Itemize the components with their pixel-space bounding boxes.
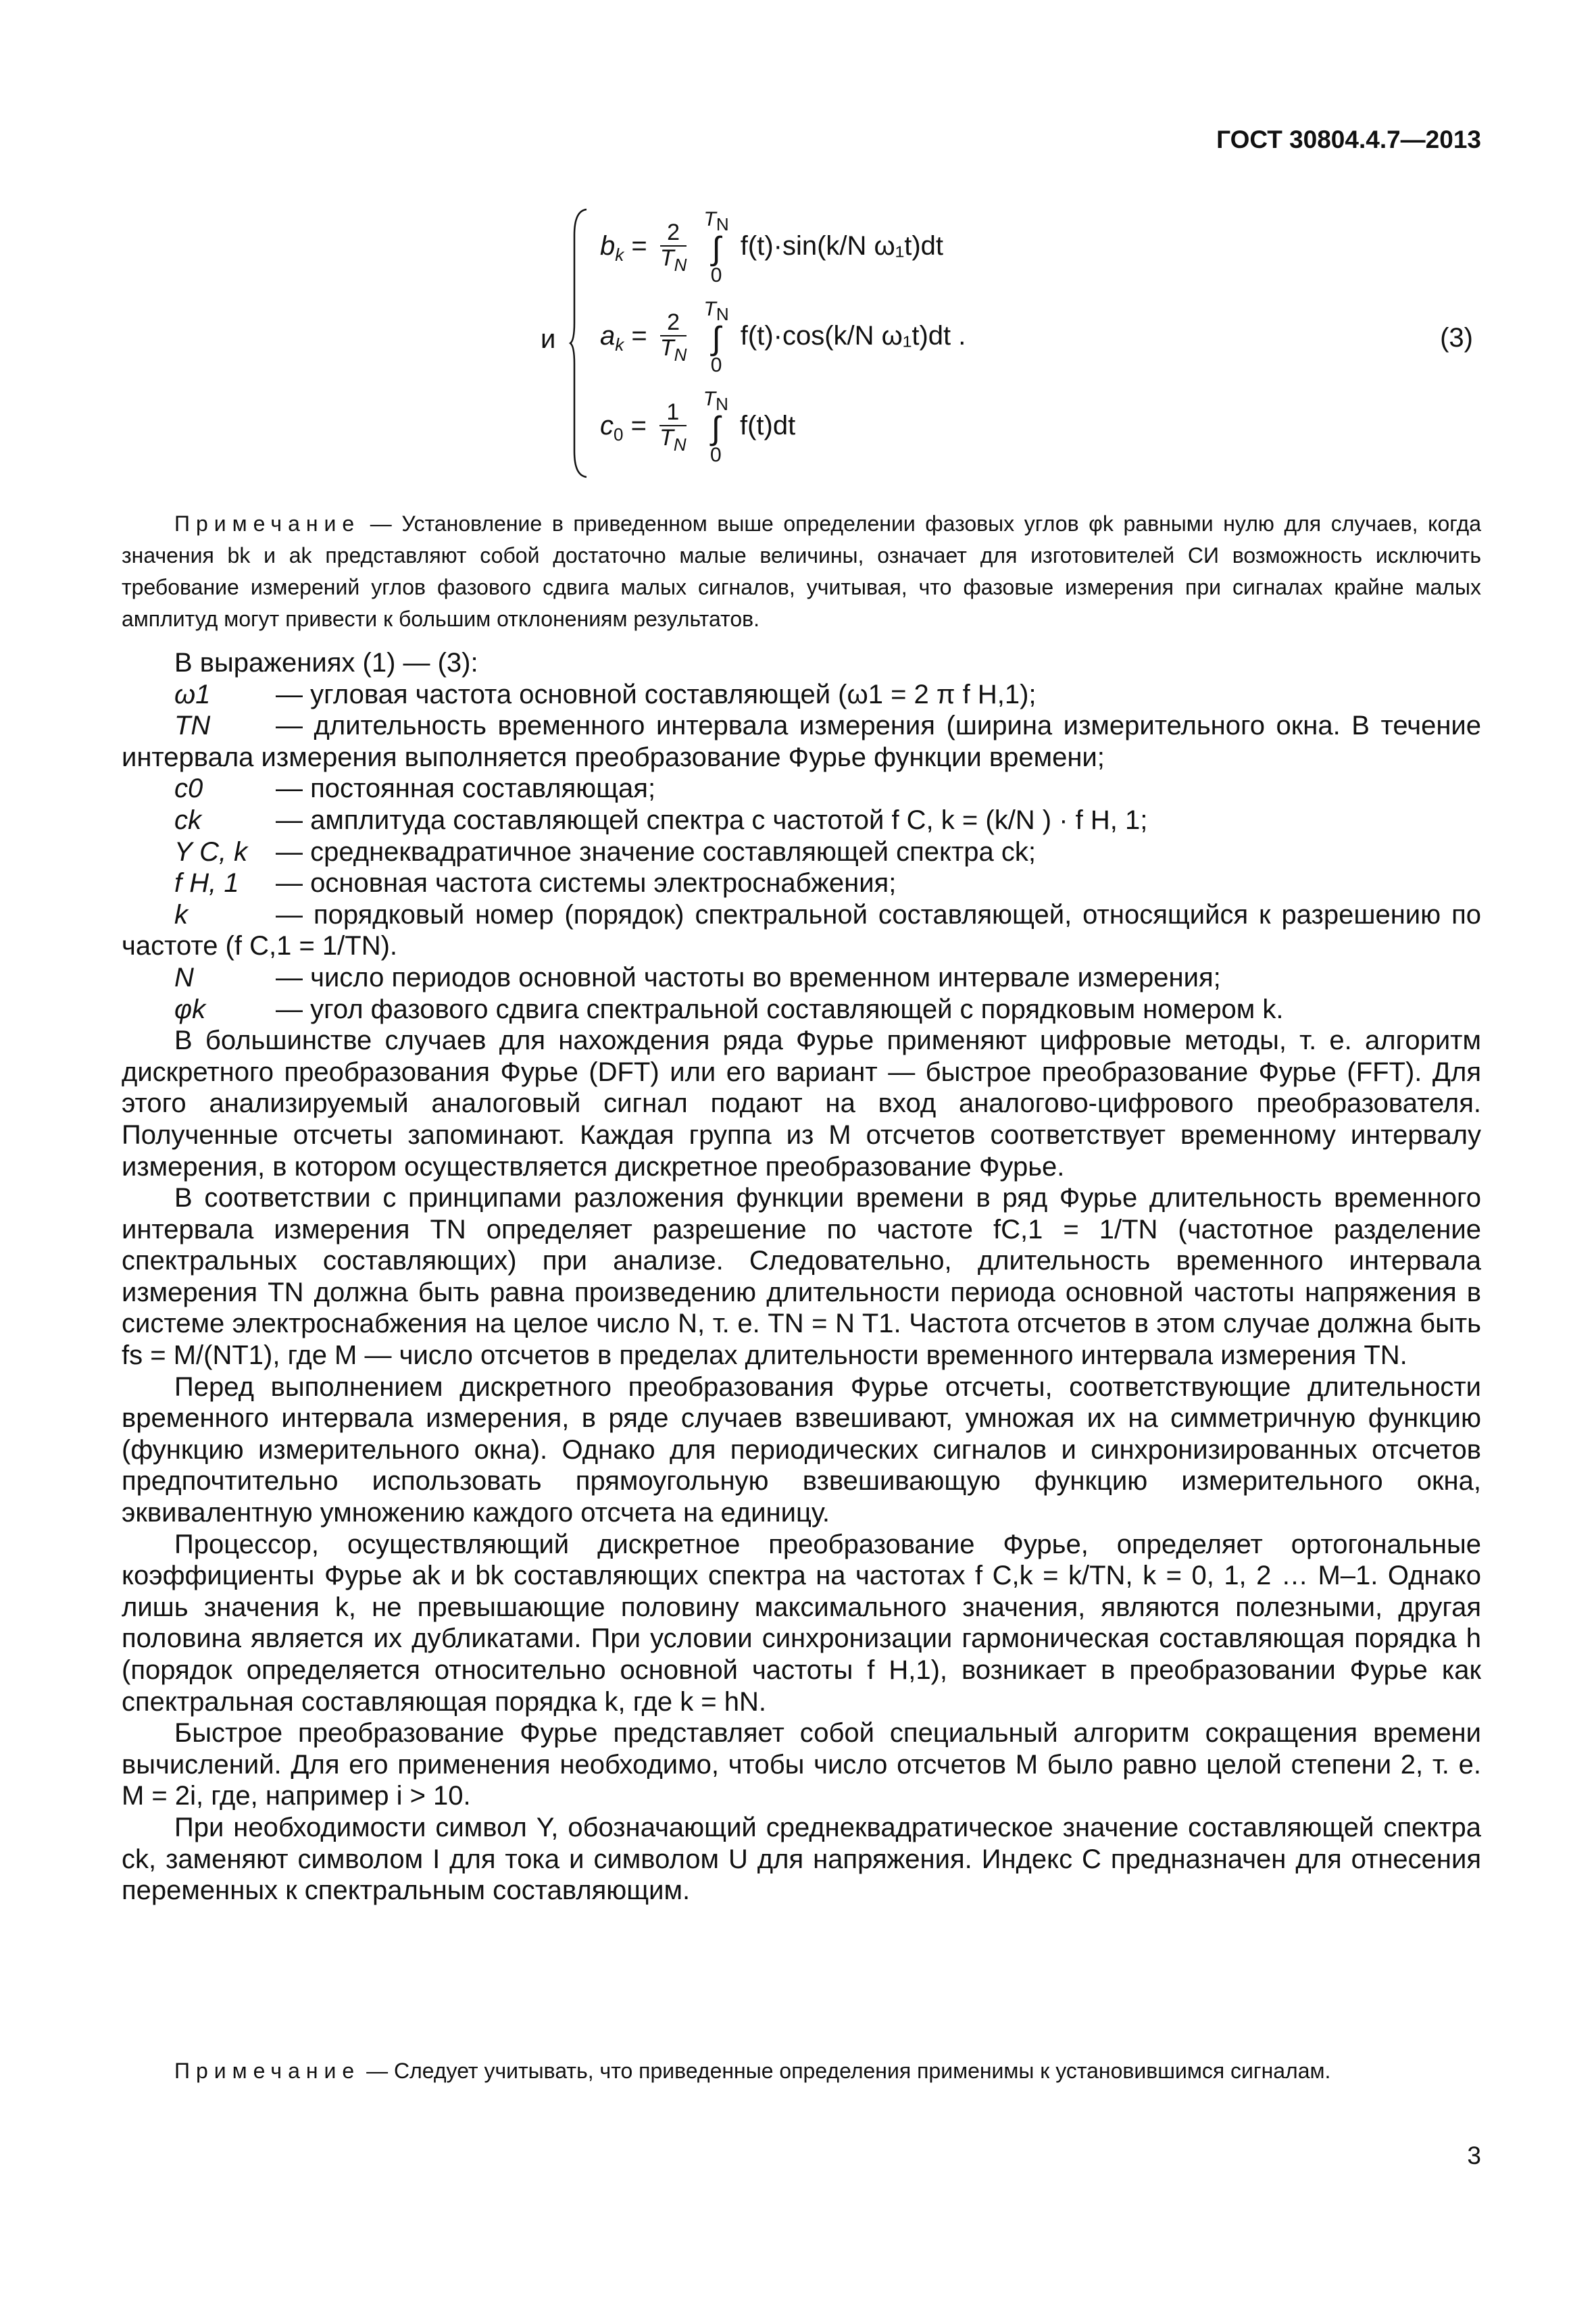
int-lower: 0	[710, 354, 722, 376]
document-header: ГОСТ 30804.4.7—2013	[1216, 126, 1481, 153]
int-lower: 0	[710, 264, 722, 286]
int-upper-T: T	[703, 298, 716, 320]
den-T: T	[659, 424, 674, 451]
definition-text: — основная частота системы электроснабжения;	[276, 868, 897, 899]
fraction-den	[660, 247, 687, 274]
note-2	[122, 2055, 1481, 2087]
eq-a-lhs: a	[600, 321, 616, 351]
definition-symbol: φk	[174, 994, 206, 1024]
definition-item	[122, 962, 1481, 994]
eq-c-sub: 0	[614, 424, 624, 445]
integral-sign: ∫	[712, 321, 721, 357]
den-sub: N	[673, 434, 687, 455]
den-T: T	[659, 334, 674, 361]
equation-b: $b_k$ = $\frac{2}{T_N}$ $T_N$ ∫ 0 f(t)·sin(k/N ω₁t)dt	[600, 208, 944, 286]
int-lower: 0	[709, 444, 722, 466]
left-brace	[569, 208, 588, 478]
paragraph: В большинстве случаев для нахождения ряда Фурье применяют цифровые методы, т. е. алгоритм дискретного преобразования Фурье (DFT) или его вариант — быстрое преобразование Фурье (FFT). Для этого анализируемый аналоговый сигнал подают на вход аналогово-цифрового преобразователя. Полученные отсчеты запоминают. Каждая группа из M отсчетов соответствует временному интервалу измерения, в котором осуществляется дискретное преобразование Фурье.	[122, 1026, 1481, 1182]
int-upper-sub: N	[716, 394, 728, 414]
definition-text: — число периодов основной частоты во временном интервале измерения;	[276, 962, 1221, 992]
definition-symbol: ω1	[174, 679, 211, 709]
definition-symbol: c0	[174, 774, 203, 804]
definition-item	[122, 710, 1481, 773]
formula-conjunction: и	[541, 324, 556, 354]
integral	[703, 389, 728, 466]
note-label: Примечание	[174, 511, 361, 536]
definition-symbol: ck	[174, 805, 201, 835]
fraction	[659, 401, 687, 454]
eq-b-sub: k	[615, 245, 624, 266]
fraction-num: 2	[660, 221, 687, 247]
fraction-num: 2	[660, 311, 687, 336]
definitions-list	[122, 679, 1481, 1026]
definition-text: — угловая частота основной составляющей (ω1 = 2 π f H,1);	[276, 679, 1037, 709]
definition-item	[122, 679, 1481, 711]
int-upper	[703, 298, 729, 324]
definition-text: — среднеквадратичное значение составляющей спектра ck;	[276, 836, 1036, 867]
paragraph: При необходимости символ Y, обозначающий среднеквадратическое значение составляющей спектра ck, заменяют символом I для тока и символом U для напряжения. Индекс C предназначен для отнесения переменных к спектральным составляющим.	[122, 1812, 1481, 1906]
int-upper	[703, 388, 728, 414]
definition-item	[122, 899, 1481, 962]
definition-text: — длительность временного интервала измерения (ширина измерительного окна. В течение интервала измерения выполняется преобразование Фурье функции времени;	[122, 711, 1481, 772]
int-upper-T: T	[703, 208, 716, 230]
definition-item	[122, 994, 1481, 1026]
int-upper	[703, 208, 729, 234]
den-sub: N	[674, 254, 687, 275]
eq-b-lhs: b	[600, 231, 616, 261]
note-1	[122, 508, 1481, 635]
note-text: — Следует учитывать, что приведенные определения применимы к установившимся сигналам.	[360, 2059, 1331, 2083]
fraction-den	[660, 336, 687, 364]
fraction	[660, 221, 687, 274]
note-text: — Установление в приведенном выше определении фазовых углов φk равными нулю для случаев, когда значения bk и ak представляют собой достаточно малые величины, означает для изготовителей СИ возможность исключить требование измерений углов фазового сдвига малых сигналов, учитывая, что фазовые измерения при сигналах крайне малых амплитуд могут привести к большим отклонениям результатов.	[122, 511, 1481, 631]
definition-item	[122, 836, 1481, 868]
int-upper-sub: N	[716, 214, 729, 234]
note-label: Примечание	[174, 2059, 361, 2083]
fraction-num: 1	[659, 401, 687, 426]
definition-item	[122, 773, 1481, 805]
paragraph: Процессор, осуществляющий дискретное преобразование Фурье, определяет ортогональные коэффициенты Фурье ak и bk составляющих спектра на частотах f C,k = k/TN, k = 0, 1, 2 … M–1. Однако лишь значения k, не превышающие половину максимального значения, являются полезными, другая половина является их дубликатами. При условии синхронизации гармоническая составляющая порядка h (порядок определяется относительно основной частоты f H,1), возникает в преобразовании Фурье как спектральная составляющая порядка k, где k = hN.	[122, 1529, 1481, 1717]
equation-number: (3)	[1440, 323, 1473, 353]
fraction-den	[659, 426, 687, 454]
page-number: 3	[1467, 2142, 1481, 2169]
eq-c-lhs: c	[600, 411, 614, 441]
eq-a-sub: k	[615, 334, 624, 355]
definition-symbol: k	[174, 899, 188, 930]
definition-item	[122, 867, 1481, 899]
equation-a: $a_k$ = $\frac{2}{T_N}$ $T_N$ ∫ 0 f(t)·cos(k/N ω₁t)dt .	[600, 298, 966, 376]
integral	[704, 209, 729, 286]
paragraph: Быстрое преобразование Фурье представляет собой специальный алгоритм сокращения времени вычислений. Для его применения необходимо, чтобы число отсчетов M было равно целой степени 2, т. е. M = 2i, где, например i > 10.	[122, 1718, 1481, 1811]
definition-symbol: Y C, k	[174, 836, 248, 867]
main-text	[122, 647, 1481, 1907]
definition-text: — амплитуда составляющей спектра с частотой f C, k = (k/N ) · f H, 1;	[276, 805, 1148, 835]
definition-symbol: f H, 1	[174, 868, 239, 899]
integral	[704, 299, 729, 376]
den-sub: N	[674, 344, 687, 365]
definition-text: — угол фазового сдвига спектральной составляющей с порядковым номером k.	[276, 994, 1284, 1024]
paragraph: В соответствии с принципами разложения функции времени в ряд Фурье длительность временного интервала измерения TN определяет разрешение по частоте fC,1 = 1/TN (частотное разделение спектральных составляющих) при анализе. Следовательно, длительность временного интервала измерения TN должна быть равна произведению длительности периода основной частоты напряжения в системе электроснабжения на целое число N, т. е. TN = N T1. Частота отсчетов в этом случае должна быть fs = M/(NT1), где M — число отсчетов в пределах длительности временного интервала измерения TN.	[122, 1183, 1481, 1371]
definition-symbol: TN	[174, 711, 211, 741]
eq-b-body: f(t)·sin(k/N ω₁t)dt	[740, 231, 944, 261]
equation-c: $c_0$ = $\frac{1}{T_N}$ $T_N$ ∫ 0 f(t)dt	[600, 388, 796, 466]
int-upper-sub: N	[716, 304, 729, 324]
den-T: T	[659, 245, 674, 271]
paragraph: Перед выполнением дискретного преобразования Фурье отсчеты, соответствующие длительности временного интервала измерения, в ряде случаев взвешивают, умножая их на симметричную функцию (функцию измерительного окна). Однако для периодических сигналов и синхронизированных отсчетов предпочтительно использовать прямоугольную взвешивающую функцию измерительного окна, эквивалентную умножению каждого отсчета на единицу.	[122, 1372, 1481, 1528]
eq-a-body: f(t)·cos(k/N ω₁t)dt .	[740, 321, 966, 351]
integral-sign: ∫	[712, 231, 721, 267]
definition-symbol: N	[174, 962, 194, 992]
eq-c-body: f(t)dt	[739, 411, 796, 441]
formula-block	[541, 203, 1487, 486]
definition-text: — постоянная составляющая;	[276, 774, 656, 804]
int-upper-T: T	[703, 388, 716, 410]
definitions-intro: В выражениях (1) — (3):	[174, 648, 478, 678]
definition-item	[122, 805, 1481, 836]
definition-text: — порядковый номер (порядок) спектральной составляющей, относящийся к разрешению по частоте (f C,1 = 1/TN).	[122, 899, 1481, 961]
integral-sign: ∫	[711, 411, 720, 447]
fraction	[660, 311, 687, 364]
